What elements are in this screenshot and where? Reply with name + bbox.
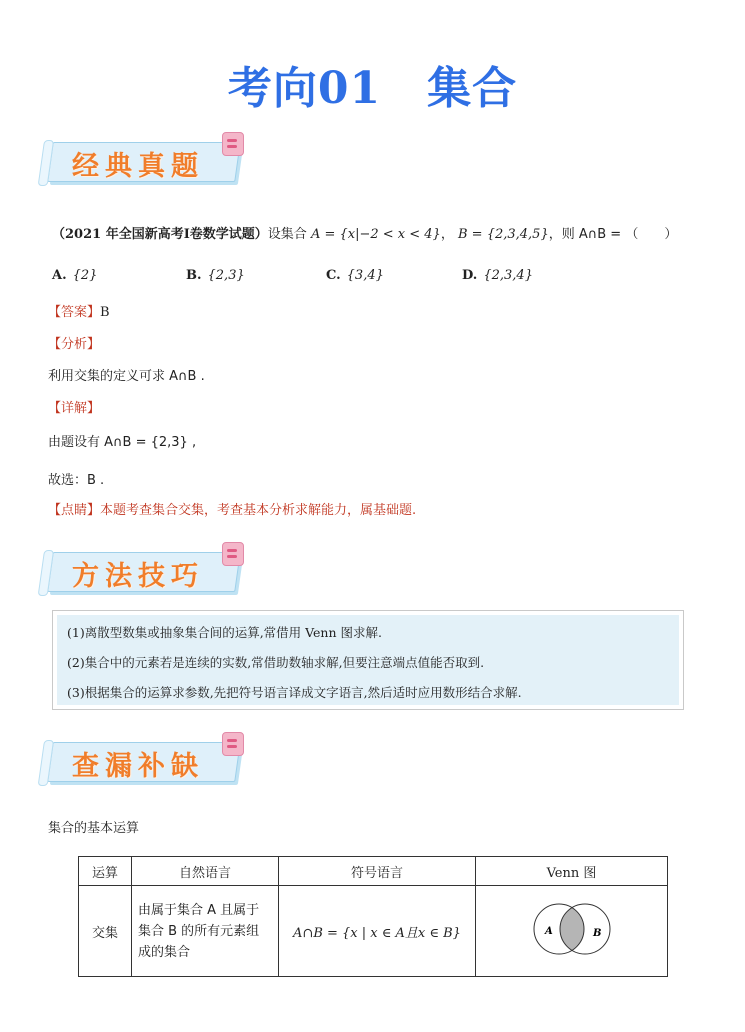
section-banner-method: [50, 546, 250, 594]
section-title: 查漏补缺: [72, 751, 204, 782]
set-b: B = {2,3,4,5}: [457, 227, 549, 242]
venn-label-a: A: [544, 926, 553, 937]
title-sub: 集合: [427, 63, 518, 114]
venn-diagram: [527, 896, 617, 962]
set-a: A = {x|−2 < x < 4}: [310, 227, 441, 242]
section-banner-classic: [50, 136, 250, 184]
method-item: (2)集合中的元素若是连续的实数,常借助数轴求解,但要注意端点值能否取到.: [67, 655, 485, 670]
header-cell: Venn 图: [476, 857, 668, 886]
option-b[interactable]: B. {2,3}: [186, 268, 245, 283]
method-item: (1)离散型数集或抽象集合间的运算,常借用 Venn 图求解.: [67, 625, 382, 640]
op-cell: 交集: [79, 886, 132, 977]
method-item: (3)根据集合的运算求参数,先把符号语言译成文字语言,然后适时应用数形结合求解.: [67, 685, 522, 700]
analysis-tag: 【分析】: [48, 337, 101, 352]
title-main: 考向01: [227, 63, 382, 114]
comment-text: 本题考查集合交集，考查基本分析求解能力，属基础题.: [100, 503, 417, 518]
method-box: [52, 610, 684, 710]
page-title: [0, 52, 745, 116]
natural-cell: 由属于集合 A 且属于集合 B 的所有元素组成的集合: [132, 886, 279, 977]
table-row: [79, 886, 668, 977]
question-stem: （2021 年全国新高考Ⅰ卷数学试题）设集合 A = {x|−2 < x < 4}， B = {2,3,4,5}，则 A∩B = （ ）: [52, 227, 678, 242]
header-cell: 符号语言: [279, 857, 476, 886]
section-banner-gaps: [50, 736, 250, 784]
option-d[interactable]: D. {2,3,4}: [462, 268, 533, 283]
answer-tag: 【答案】: [48, 305, 101, 320]
question-lead: 设集合: [267, 227, 307, 242]
answer-line: [48, 304, 110, 322]
header-cell: 自然语言: [132, 857, 279, 886]
table-header-row: [79, 857, 668, 886]
symbol-cell: A∩B = {x | x ∈ A且x ∈ B}: [279, 886, 476, 977]
question-source: （2021 年全国新高考Ⅰ卷数学试题）: [52, 227, 268, 242]
detail-text: 由题设有 A∩B = {2,3} ,: [48, 435, 197, 450]
paper-clip-icon: [222, 732, 244, 756]
comment-tag: 【点睛】: [48, 503, 101, 518]
section-title: 经典真题: [72, 151, 204, 182]
question-ask: ，则 A∩B = （ ）: [548, 227, 678, 242]
paper-clip-icon: [222, 132, 244, 156]
operations-table: [78, 856, 668, 977]
answer-value: B: [100, 305, 110, 320]
paper-clip-icon: [222, 542, 244, 566]
venn-cell: [476, 886, 668, 977]
choose-text: 故选：B .: [48, 473, 105, 488]
section-title: 方法技巧: [72, 561, 204, 592]
comment-line: [48, 502, 416, 520]
analysis-text: 利用交集的定义可求 A∩B .: [48, 369, 205, 384]
option-a[interactable]: A. {2}: [52, 268, 98, 283]
venn-label-b: B: [592, 928, 601, 939]
table-caption: 集合的基本运算: [48, 821, 140, 836]
option-c[interactable]: C. {3,4}: [326, 268, 384, 283]
header-cell: 运算: [79, 857, 132, 886]
detail-tag: 【详解】: [48, 401, 101, 416]
